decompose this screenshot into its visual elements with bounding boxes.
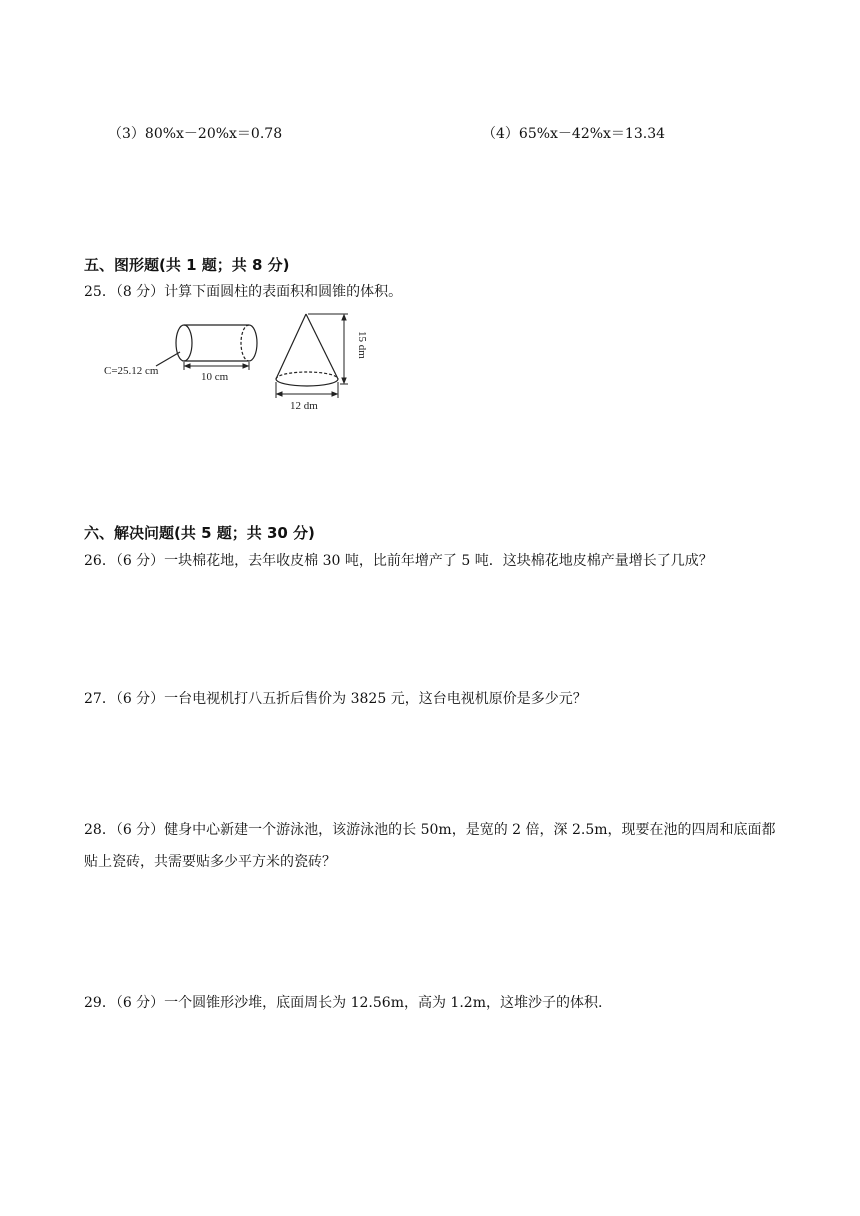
equation-4: （4）65%x－42%x＝13.34 [482, 126, 666, 142]
section-title-problems: 六、解决问题(共 5 题；共 30 分) [84, 524, 315, 542]
cylinder-shape [156, 325, 257, 366]
question-27: 27．（6 分）一台电视机打八五折后售价为 3825 元，这台电视机原价是多少元？ [84, 691, 587, 707]
equation-3: （3）80%x－20%x＝0.78 [108, 126, 283, 142]
cone-height-dimension [308, 314, 348, 384]
cone-shape [276, 314, 338, 386]
question-26: 26．（6 分）一块棉花地，去年收皮棉 30 吨，比前年增产了 5 吨．这块棉花地皮棉产量增长了几成？ [84, 553, 713, 569]
cylinder-length-label: 10 cm [201, 371, 229, 383]
question-29: 29．（6 分）一个圆锥形沙堆，底面周长为 12.56m，高为 1.2m，这堆沙子的体积. [84, 995, 603, 1011]
question-28: 28．（6 分）健身中心新建一个游泳池，该游泳池的长 50m，是宽的 2 倍，深 2.5m，现要在池的四周和底面都贴上瓷砖，共需要贴多少平方米的瓷砖？ [84, 822, 776, 870]
question-25: 25．（8 分）计算下面圆柱的表面积和圆锥的体积。 [84, 284, 403, 300]
cone-height-label: 15 dm [356, 331, 368, 359]
section-title-geometry: 五、图形题(共 1 题；共 8 分) [84, 256, 290, 274]
cone-diameter-label: 12 dm [290, 400, 318, 412]
cylinder-circumference-label: C=25.12 cm [104, 365, 159, 377]
cylinder-length-dimension [184, 362, 249, 370]
cylinder-cone-figure [96, 306, 376, 418]
